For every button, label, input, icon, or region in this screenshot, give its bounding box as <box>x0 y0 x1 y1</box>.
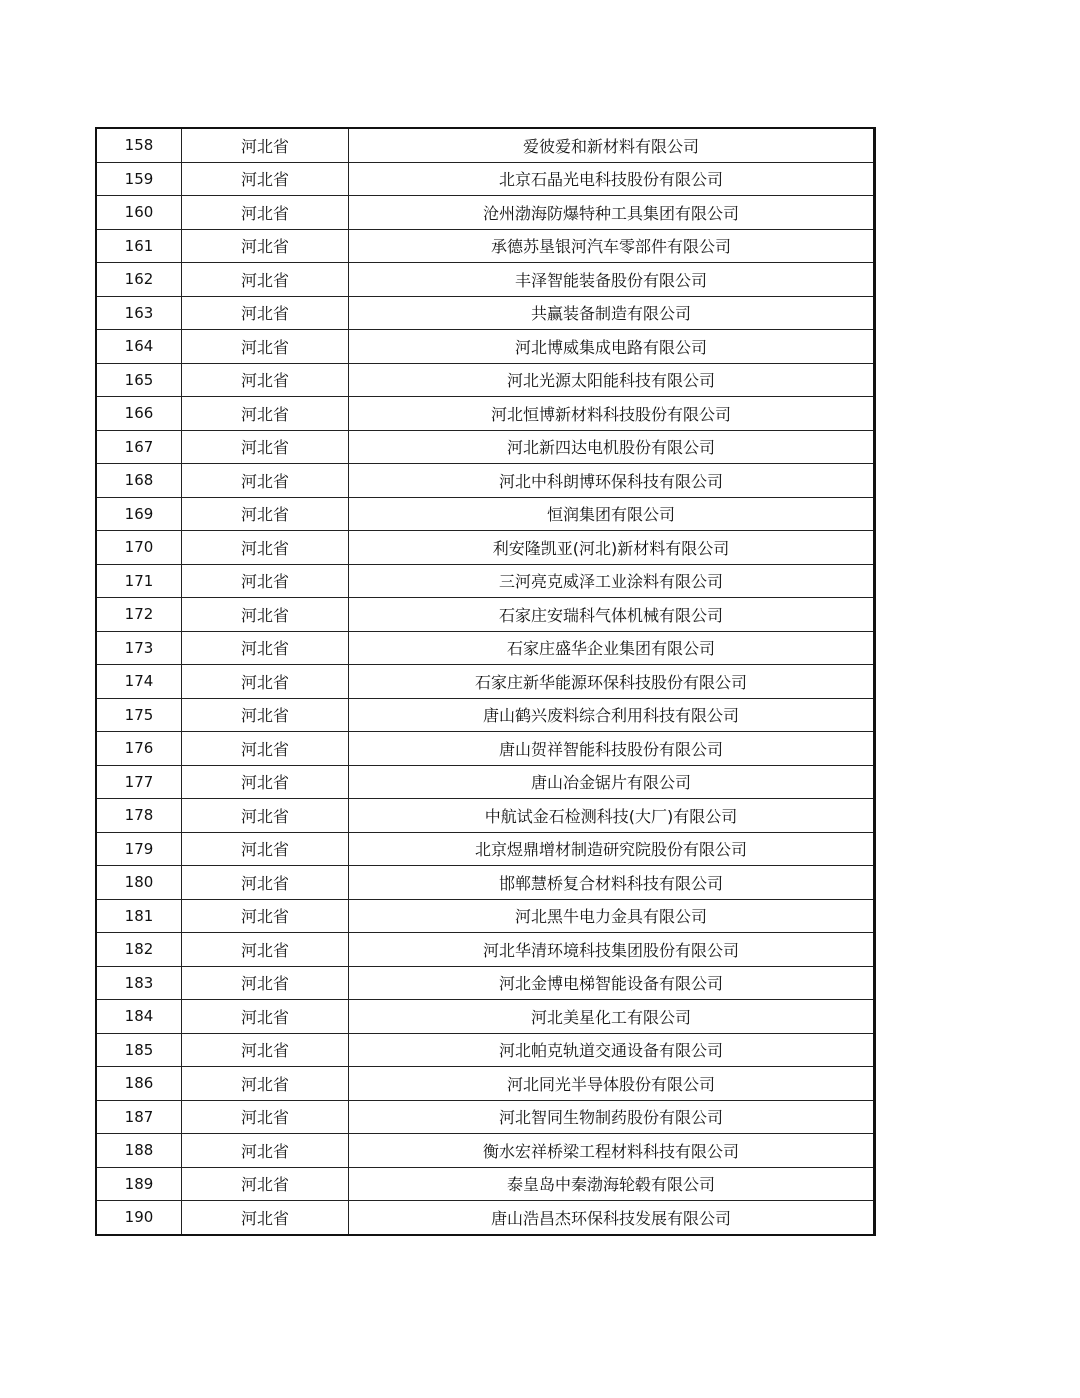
company-name-cell: 三河亮克威泽工业涂料有限公司 <box>349 564 875 598</box>
province-cell: 河北省 <box>182 296 349 330</box>
province-cell: 河北省 <box>182 397 349 431</box>
row-number: 181 <box>96 899 182 933</box>
province-cell: 河北省 <box>182 665 349 699</box>
company-table <box>95 127 876 1236</box>
company-name-cell: 河北中科朗博环保科技有限公司 <box>349 464 875 498</box>
province-cell: 河北省 <box>182 1201 349 1235</box>
province-cell: 河北省 <box>182 1100 349 1134</box>
table-row <box>96 1000 875 1034</box>
row-number: 158 <box>96 128 182 162</box>
table-row <box>96 1134 875 1168</box>
company-name-cell: 丰泽智能装备股份有限公司 <box>349 263 875 297</box>
company-name-cell: 唐山贺祥智能科技股份有限公司 <box>349 732 875 766</box>
company-name-cell: 河北美星化工有限公司 <box>349 1000 875 1034</box>
row-number: 172 <box>96 598 182 632</box>
company-name-cell: 沧州渤海防爆特种工具集团有限公司 <box>349 196 875 230</box>
row-number: 173 <box>96 631 182 665</box>
row-number: 168 <box>96 464 182 498</box>
row-number: 166 <box>96 397 182 431</box>
row-number: 178 <box>96 799 182 833</box>
table-row <box>96 765 875 799</box>
table-row <box>96 799 875 833</box>
province-cell: 河北省 <box>182 430 349 464</box>
province-cell: 河北省 <box>182 363 349 397</box>
province-cell: 河北省 <box>182 1033 349 1067</box>
table-row <box>96 430 875 464</box>
table-row <box>96 866 875 900</box>
province-cell: 河北省 <box>182 1067 349 1101</box>
company-name-cell: 邯郸慧桥复合材料科技有限公司 <box>349 866 875 900</box>
row-number: 189 <box>96 1167 182 1201</box>
row-number: 167 <box>96 430 182 464</box>
row-number: 159 <box>96 162 182 196</box>
table-row <box>96 1201 875 1235</box>
province-cell: 河北省 <box>182 464 349 498</box>
company-name-cell: 河北帕克轨道交通设备有限公司 <box>349 1033 875 1067</box>
province-cell: 河北省 <box>182 966 349 1000</box>
table-row <box>96 832 875 866</box>
company-name-cell: 石家庄盛华企业集团有限公司 <box>349 631 875 665</box>
row-number: 161 <box>96 229 182 263</box>
company-name-cell: 石家庄新华能源环保科技股份有限公司 <box>349 665 875 699</box>
company-name-cell: 泰皇岛中秦渤海轮毂有限公司 <box>349 1167 875 1201</box>
province-cell: 河北省 <box>182 497 349 531</box>
table-row <box>96 531 875 565</box>
company-name-cell: 河北新四达电机股份有限公司 <box>349 430 875 464</box>
province-cell: 河北省 <box>182 866 349 900</box>
company-name-cell: 河北同光半导体股份有限公司 <box>349 1067 875 1101</box>
table-row <box>96 263 875 297</box>
row-number: 185 <box>96 1033 182 1067</box>
table-row <box>96 732 875 766</box>
row-number: 170 <box>96 531 182 565</box>
province-cell: 河北省 <box>182 128 349 162</box>
company-name-cell: 唐山冶金锯片有限公司 <box>349 765 875 799</box>
province-cell: 河北省 <box>182 1000 349 1034</box>
row-number: 187 <box>96 1100 182 1134</box>
province-cell: 河北省 <box>182 598 349 632</box>
company-name-cell: 衡水宏祥桥梁工程材料科技有限公司 <box>349 1134 875 1168</box>
row-number: 162 <box>96 263 182 297</box>
province-cell: 河北省 <box>182 263 349 297</box>
table-row <box>96 1033 875 1067</box>
table-row <box>96 464 875 498</box>
table-row <box>96 966 875 1000</box>
table-row <box>96 128 875 162</box>
row-number: 175 <box>96 698 182 732</box>
company-name-cell: 共赢装备制造有限公司 <box>349 296 875 330</box>
table-row <box>96 1167 875 1201</box>
table-row <box>96 665 875 699</box>
row-number: 190 <box>96 1201 182 1235</box>
row-number: 174 <box>96 665 182 699</box>
table-row <box>96 497 875 531</box>
company-name-cell: 承德苏垦银河汽车零部件有限公司 <box>349 229 875 263</box>
company-name-cell: 河北金博电梯智能设备有限公司 <box>349 966 875 1000</box>
province-cell: 河北省 <box>182 933 349 967</box>
row-number: 177 <box>96 765 182 799</box>
table-row <box>96 564 875 598</box>
row-number: 165 <box>96 363 182 397</box>
province-cell: 河北省 <box>182 698 349 732</box>
row-number: 183 <box>96 966 182 1000</box>
table-row <box>96 698 875 732</box>
table-row <box>96 363 875 397</box>
table-row <box>96 899 875 933</box>
table-row <box>96 1100 875 1134</box>
table-row <box>96 1067 875 1101</box>
company-name-cell: 石家庄安瑞科气体机械有限公司 <box>349 598 875 632</box>
province-cell: 河北省 <box>182 330 349 364</box>
company-name-cell: 爱彼爱和新材料有限公司 <box>349 128 875 162</box>
table-row <box>96 196 875 230</box>
province-cell: 河北省 <box>182 196 349 230</box>
province-cell: 河北省 <box>182 229 349 263</box>
province-cell: 河北省 <box>182 832 349 866</box>
province-cell: 河北省 <box>182 732 349 766</box>
province-cell: 河北省 <box>182 1167 349 1201</box>
row-number: 188 <box>96 1134 182 1168</box>
province-cell: 河北省 <box>182 631 349 665</box>
company-name-cell: 河北华清环境科技集团股份有限公司 <box>349 933 875 967</box>
company-name-cell: 北京石晶光电科技股份有限公司 <box>349 162 875 196</box>
province-cell: 河北省 <box>182 799 349 833</box>
province-cell: 河北省 <box>182 531 349 565</box>
row-number: 176 <box>96 732 182 766</box>
row-number: 164 <box>96 330 182 364</box>
province-cell: 河北省 <box>182 564 349 598</box>
company-name-cell: 河北恒博新材料科技股份有限公司 <box>349 397 875 431</box>
company-name-cell: 河北智同生物制药股份有限公司 <box>349 1100 875 1134</box>
company-table-body <box>96 128 875 1235</box>
row-number: 163 <box>96 296 182 330</box>
province-cell: 河北省 <box>182 765 349 799</box>
row-number: 171 <box>96 564 182 598</box>
province-cell: 河北省 <box>182 1134 349 1168</box>
company-name-cell: 河北博威集成电路有限公司 <box>349 330 875 364</box>
company-name-cell: 河北光源太阳能科技有限公司 <box>349 363 875 397</box>
company-name-cell: 恒润集团有限公司 <box>349 497 875 531</box>
table-row <box>96 397 875 431</box>
row-number: 169 <box>96 497 182 531</box>
row-number: 184 <box>96 1000 182 1034</box>
table-row <box>96 598 875 632</box>
row-number: 160 <box>96 196 182 230</box>
company-name-cell: 河北黑牛电力金具有限公司 <box>349 899 875 933</box>
company-name-cell: 利安隆凯亚(河北)新材料有限公司 <box>349 531 875 565</box>
table-row <box>96 330 875 364</box>
table-row <box>96 631 875 665</box>
table-row <box>96 229 875 263</box>
province-cell: 河北省 <box>182 899 349 933</box>
row-number: 182 <box>96 933 182 967</box>
table-row <box>96 933 875 967</box>
company-name-cell: 北京煜鼎增材制造研究院股份有限公司 <box>349 832 875 866</box>
table-row <box>96 296 875 330</box>
row-number: 180 <box>96 866 182 900</box>
document-page <box>95 127 876 1236</box>
row-number: 186 <box>96 1067 182 1101</box>
company-name-cell: 中航试金石检测科技(大厂)有限公司 <box>349 799 875 833</box>
table-row <box>96 162 875 196</box>
company-name-cell: 唐山浩昌杰环保科技发展有限公司 <box>349 1201 875 1235</box>
row-number: 179 <box>96 832 182 866</box>
company-name-cell: 唐山鹤兴废料综合利用科技有限公司 <box>349 698 875 732</box>
province-cell: 河北省 <box>182 162 349 196</box>
